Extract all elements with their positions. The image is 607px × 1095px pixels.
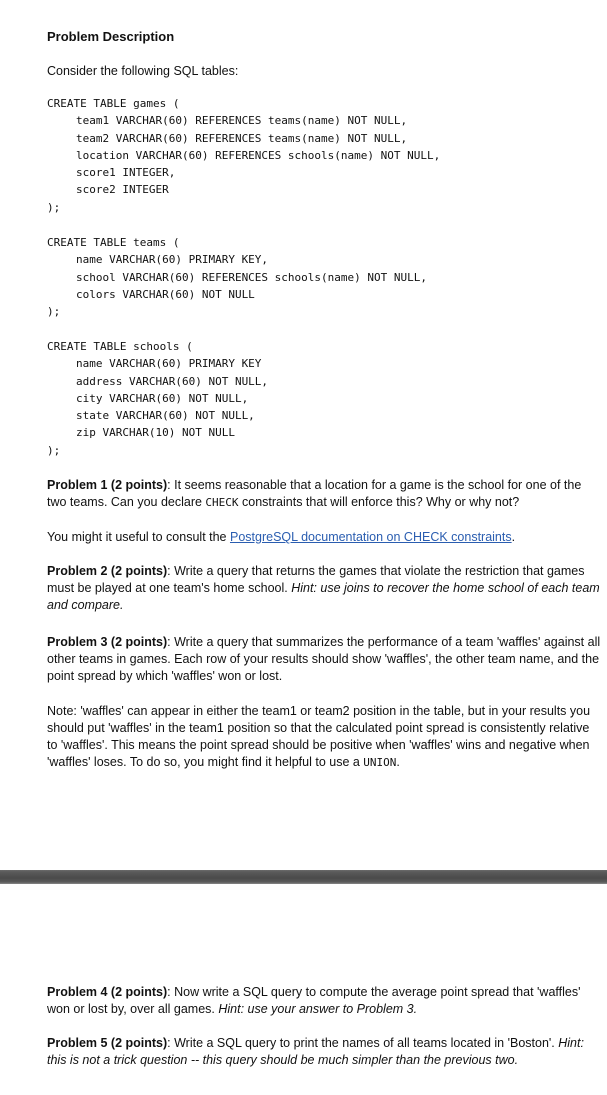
code-line: score2 INTEGER — [76, 183, 169, 197]
intro-text: Consider the following SQL tables: — [47, 64, 239, 78]
inline-code: UNION — [363, 756, 397, 769]
code-line: team2 VARCHAR(60) REFERENCES teams(name) NOT NULL, — [76, 131, 408, 145]
code-line: CREATE TABLE schools ( — [47, 340, 193, 353]
code-line: address VARCHAR(60) NOT NULL, — [76, 374, 269, 388]
problem-4: Problem 4 (2 points): Now write a SQL query to compute the average point spread that 'waffles' won or lost by, over all games. Hint: use your answer to Problem 3. — [47, 985, 581, 1016]
documentation-note: You might it useful to consult the PostgreSQL documentation on CHECK constraints. — [47, 530, 516, 544]
code-line: ); — [47, 305, 61, 319]
problem-4-label: Problem 4 (2 points) — [47, 985, 168, 999]
code-line: zip VARCHAR(10) NOT NULL — [76, 426, 235, 440]
problem-4-hint: Hint: use your answer to Problem 3. — [218, 1002, 418, 1016]
code-line: state VARCHAR(60) NOT NULL, — [76, 409, 255, 423]
problem-2: Problem 2 (2 points): Write a query that returns the games that violate the restriction that games must be played at one team's home school. Hint: use joins to recover the home school of each team and compare. — [47, 564, 600, 612]
code-line: school VARCHAR(60) REFERENCES schools(name) NOT NULL, — [76, 270, 427, 284]
postgresql-docs-link[interactable]: PostgreSQL documentation on CHECK constraints — [229, 530, 512, 544]
code-line: ); — [47, 200, 61, 214]
problem-description-heading: Problem Description — [47, 29, 175, 44]
code-block-teams — [47, 234, 602, 320]
code-line: CREATE TABLE games ( — [47, 97, 180, 110]
inline-code: CHECK — [205, 496, 239, 509]
code-line: name VARCHAR(60) PRIMARY KEY, — [76, 253, 269, 267]
code-line: colors VARCHAR(60) NOT NULL — [76, 287, 255, 301]
problem-5: Problem 5 (2 points): Write a SQL query to print the names of all teams located in 'Boston'. Hint: this is not a trick question -- this query should be much simpler than the previous two. — [47, 1036, 584, 1067]
code-block-games — [47, 95, 602, 216]
code-block-schools — [47, 338, 602, 459]
problem-5-hint: Hint: this is not a trick question -- this query should be much simpler than the previous two. — [47, 1036, 584, 1067]
code-line: team1 VARCHAR(60) REFERENCES teams(name) NOT NULL, — [76, 114, 408, 128]
problem-3-label: Problem 3 (2 points) — [47, 635, 168, 649]
problem-3: Problem 3 (2 points): Write a query that summarizes the performance of a team 'waffles' against all other teams in games. Each row of your results should show 'waffles', the other team name, and the point spread by which 'waffles' won or lost. — [47, 635, 601, 683]
code-line: city VARCHAR(60) NOT NULL, — [76, 391, 249, 405]
waffles-note: Note: 'waffles' can appear in either the team1 or team2 position in the table, but in your results you should put 'waffles' in the team1 position so that the calculated point spread is consistently relative to 'waffles'. This means the point spread should be positive when 'waffles' wins and negative when 'waffles' loses. To do so, you might find it helpful to use a UNION. — [47, 704, 591, 769]
problem-2-hint: Hint: use joins to recover the home school of each team and compare. — [47, 581, 600, 612]
page-2 — [0, 884, 607, 1095]
code-line: name VARCHAR(60) PRIMARY KEY — [76, 357, 262, 371]
code-line: location VARCHAR(60) REFERENCES schools(name) NOT NULL, — [76, 148, 441, 162]
problem-1-label: Problem 1 (2 points) — [47, 478, 168, 492]
problem-2-label: Problem 2 (2 points) — [47, 564, 168, 578]
code-line: CREATE TABLE teams ( — [47, 236, 180, 249]
code-line: score1 INTEGER, — [76, 166, 176, 180]
problem-1: Problem 1 (2 points): It seems reasonable that a location for a game is the school for one of the two teams. Can you declare CHECK constraints that will enforce this? Why or why not? — [47, 478, 582, 509]
problem-5-label: Problem 5 (2 points) — [47, 1036, 168, 1050]
page-separator — [0, 870, 607, 884]
code-line: ); — [47, 443, 61, 457]
